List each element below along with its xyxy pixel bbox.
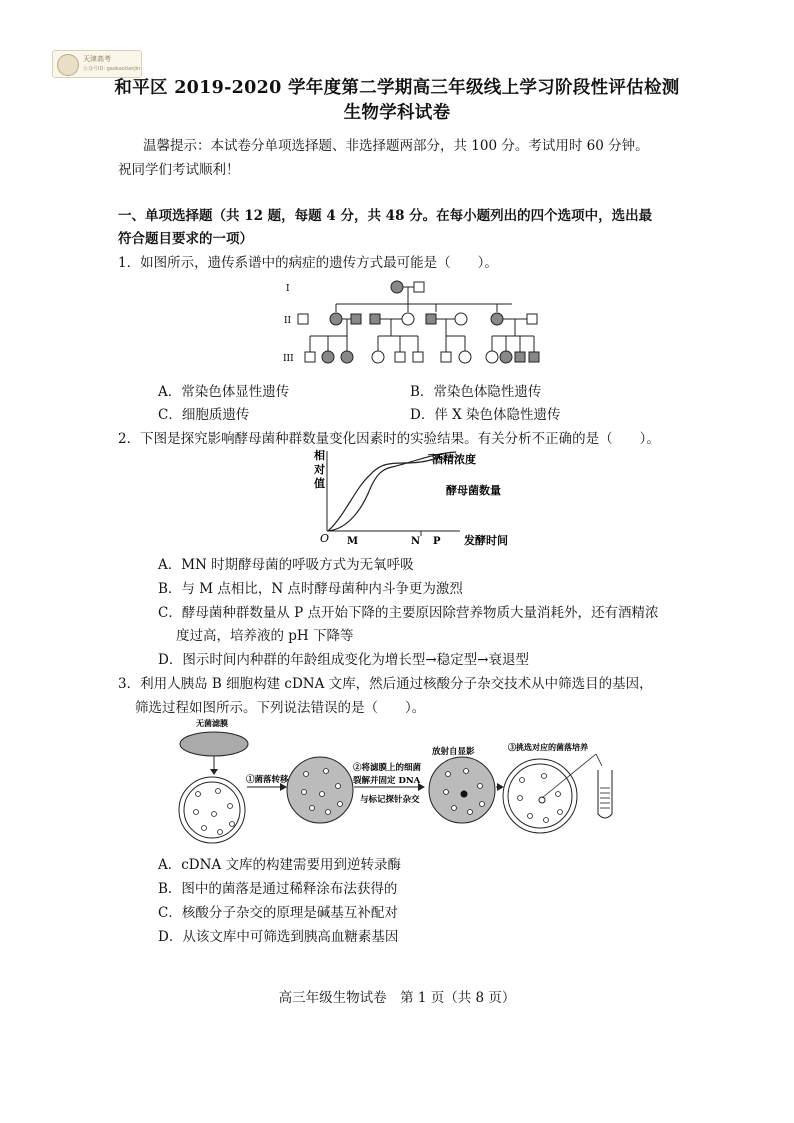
y-axis-label-3: 值 xyxy=(314,477,325,490)
label-autorad: 放射自显影 xyxy=(432,747,475,757)
logo-subtext: 公众号ID: gaokaotianjin xyxy=(83,66,141,72)
q2-option-a: A．MN 时期酵母菌的呼吸方式为无氧呼吸 xyxy=(158,557,414,573)
x-axis-label: 发酵时间 xyxy=(464,534,508,547)
plate-4 xyxy=(503,759,577,833)
question-3-stem-cont: 筛选过程如图所示。下列说法错误的是（ ）。 xyxy=(135,700,426,716)
gen-label-3: III xyxy=(283,354,294,364)
question-3-stem: 3．利用人胰岛 B 细胞构建 cDNA 文库，然后通过核酸分子杂交技术从中筛选目的基因， xyxy=(118,676,653,692)
y-axis-label-2: 对 xyxy=(314,463,325,476)
tick-label-p: P xyxy=(433,536,441,547)
q1-option-a: A．常染色体显性遗传 xyxy=(158,384,290,400)
yeast-chart xyxy=(300,447,520,551)
gen-label-2: II xyxy=(284,316,292,326)
gen-label-1: I xyxy=(286,284,290,294)
curve-yeast xyxy=(328,457,442,531)
label-step-1: ①菌落转移 xyxy=(246,775,289,785)
plate-3-autorad xyxy=(429,757,495,823)
axis-origin: O xyxy=(320,532,330,545)
tips-line-1: 温馨提示：本试卷分单项选择题、非选择题两部分，共 100 分。考试用时 60 分钟。 xyxy=(143,138,649,154)
q2-option-c-cont: 度过高，培养液的 pH 下降等 xyxy=(176,628,354,644)
y-axis-label-1: 相 xyxy=(314,449,325,462)
plate-2-membrane xyxy=(287,757,353,823)
screening-diagram xyxy=(170,714,630,846)
label-step-3: ③挑选对应的菌落培养 xyxy=(508,742,588,752)
filter-membrane xyxy=(180,732,248,756)
label-step-2b: 裂解并固定 DNA xyxy=(353,776,421,786)
page-subtitle: 生物学科试卷 xyxy=(343,103,451,123)
page-title: 和平区 2019-2020 学年度第二学期高三年级线上学习阶段性评估检测 xyxy=(114,78,680,98)
pedigree-diagram xyxy=(278,274,548,372)
logo-face-icon xyxy=(57,54,79,76)
label-step-2c: 与标记探针杂交 xyxy=(360,795,420,805)
logo-text: 天津高考 xyxy=(83,55,111,63)
section-heading: 一、单项选择题（共 12 题，每题 4 分，共 48 分。在每小题列出的四个选项中，选出最 xyxy=(118,208,653,224)
plate-1 xyxy=(179,777,245,843)
question-1-stem: 1．如图所示，遗传系谱中的病症的遗传方式最可能是（ ）。 xyxy=(118,255,498,271)
q1-option-d: D．伴 X 染色体隐性遗传 xyxy=(410,407,561,423)
label-step-2a: ②将滤膜上的细菌 xyxy=(353,763,422,773)
label-membrane: 无菌滤膜 xyxy=(196,718,228,728)
tips-line-2: 祝同学们考试顺利！ xyxy=(118,162,240,178)
q3-option-d: D．从该文库中可筛选到胰高血糖素基因 xyxy=(158,929,399,945)
q1-option-c: C．细胞质遗传 xyxy=(158,407,250,423)
q3-option-b: B．图中的菌落是通过稀释涂布法获得的 xyxy=(158,881,398,897)
q3-option-a: A．cDNA 文库的构建需要用到逆转录酶 xyxy=(158,857,401,873)
tick-label-n: N xyxy=(411,536,421,547)
q2-option-c: C．酵母菌种群数量从 P 点开始下降的主要原因除营养物质大量消耗外，还有酒精浓 xyxy=(158,605,659,621)
curve-label-alcohol: 酒精浓度 xyxy=(432,453,476,466)
q1-option-b: B．常染色体隐性遗传 xyxy=(410,384,542,400)
q3-option-c: C．核酸分子杂交的原理是碱基互补配对 xyxy=(158,905,398,921)
page-footer: 高三年级生物试卷 第 1 页（共 8 页） xyxy=(278,990,516,1006)
tick-label-m: M xyxy=(347,536,359,547)
section-heading-cont: 符合题目要求的一项） xyxy=(118,231,253,247)
positive-colony xyxy=(461,791,468,798)
test-tube xyxy=(598,770,612,818)
q2-option-d: D．图示时间内种群的年龄组成变化为增长型→稳定型→衰退型 xyxy=(158,652,529,668)
question-2-stem: 2．下图是探究影响酵母菌种群数量变化因素时的实验结果。有关分析不正确的是（ ）。 xyxy=(118,431,660,447)
curve-label-yeast: 酵母菌数量 xyxy=(446,484,501,497)
q2-option-b: B．与 M 点相比，N 点时酵母菌种内斗争更为激烈 xyxy=(158,581,463,597)
